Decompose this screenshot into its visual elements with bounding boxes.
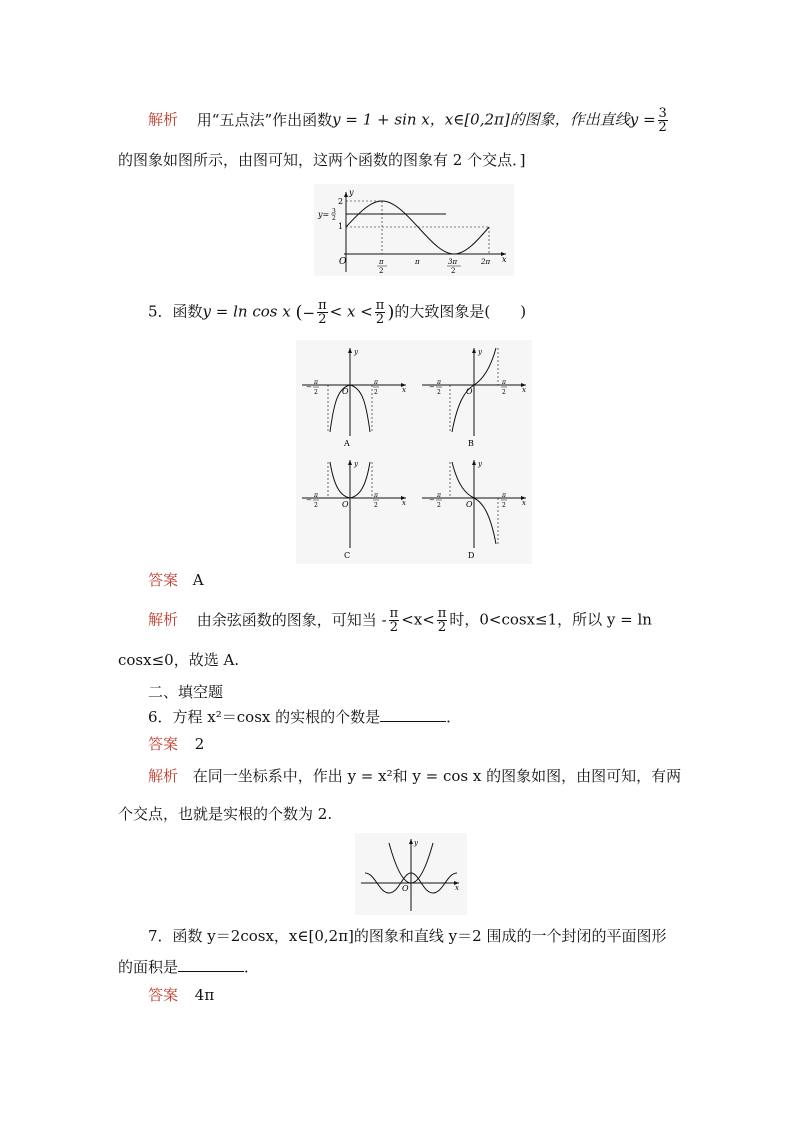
q6-answer-label: 答案 — [148, 735, 179, 753]
q5-stem-b: 的大致图象是( ) — [394, 302, 527, 321]
svg-text:3: 3 — [332, 208, 336, 215]
svg-text:−: − — [306, 496, 312, 504]
svg-text:A: A — [344, 439, 350, 448]
svg-text:2: 2 — [437, 502, 441, 509]
svg-text:2: 2 — [314, 502, 318, 509]
q5-analysis-line2: cosx≤0，故选 A. — [118, 651, 240, 669]
q4-line-y: y = — [629, 110, 656, 129]
svg-text:π: π — [379, 258, 384, 266]
svg-text:x: x — [522, 386, 526, 394]
svg-text:2: 2 — [437, 389, 441, 396]
q6-answer-value: 2 — [194, 735, 205, 753]
q4-analysis-line2: 的图象如图所示，由图可知，这两个函数的图象有 2 个交点．] — [118, 151, 526, 169]
svg-text:x: x — [402, 386, 406, 394]
q4-analysis-label: 解析 — [148, 110, 179, 129]
svg-text:1: 1 — [338, 222, 344, 231]
svg-text:x: x — [455, 884, 459, 892]
svg-text:y: y — [354, 460, 358, 468]
q7-answer — [148, 985, 214, 1005]
svg-text:2: 2 — [502, 389, 506, 396]
svg-text:2: 2 — [374, 502, 378, 509]
q5-analysis-line1: 解析 由余弦函数的图象，可知当 - $\frac{\pi}{2}$ <x< $\frac{\pi}{2}$ 时，0<cosx≤1，所以 y = ln — [148, 606, 652, 635]
q7-stem-line2: 的面积是 ． — [118, 958, 260, 976]
q5-analysis-label: 解析 — [148, 610, 179, 629]
svg-text:O: O — [466, 387, 473, 396]
svg-text:O: O — [342, 387, 349, 396]
svg-text:O: O — [402, 884, 409, 893]
q6-answer — [148, 734, 204, 754]
q5-options-figure — [296, 340, 532, 564]
svg-text:π: π — [314, 379, 318, 386]
q5-answer-value: A — [192, 571, 204, 589]
svg-text:π: π — [314, 492, 318, 499]
svg-text:x: x — [522, 499, 526, 507]
q4-fraction: $\frac{3}{2}$ — [658, 106, 667, 135]
svg-text:O: O — [342, 500, 349, 509]
svg-text:y: y — [414, 839, 418, 847]
svg-text:y: y — [349, 188, 354, 197]
svg-text:B: B — [468, 439, 474, 448]
q5-stem-a: 5．函数 — [148, 302, 203, 321]
q6-analysis-line2: 个交点，也就是实根的个数为 2. — [118, 805, 333, 823]
svg-text:3π: 3π — [448, 258, 458, 266]
svg-text:−: − — [429, 383, 435, 391]
q5-condition: ( — [295, 301, 303, 323]
svg-text:π: π — [502, 492, 506, 499]
q6-blank — [380, 707, 446, 722]
svg-text:−: − — [429, 496, 435, 504]
svg-text:π: π — [374, 379, 378, 386]
svg-text:D: D — [468, 551, 475, 560]
q6-analysis-label: 解析 — [148, 767, 179, 785]
svg-text:π: π — [502, 379, 506, 386]
svg-text:y: y — [478, 348, 482, 356]
svg-text:−: − — [306, 383, 312, 391]
q7-answer-label: 答案 — [148, 986, 179, 1004]
q7-answer-value: 4π — [194, 986, 215, 1004]
svg-text:x: x — [402, 499, 406, 507]
svg-text:y: y — [354, 348, 358, 356]
svg-text:2: 2 — [379, 267, 384, 275]
q7-stem-line1: 7．函数 y＝2cosx，x∈[0,2π]的图象和直线 y＝2 围成的一个封闭的平面图形 — [148, 927, 667, 945]
q5-answer-label: 答案 — [148, 571, 179, 589]
svg-text:2: 2 — [374, 389, 378, 396]
svg-text:O: O — [339, 257, 347, 267]
svg-text:2: 2 — [451, 267, 456, 275]
section-heading: 二、填空题 — [148, 683, 224, 701]
svg-text:2: 2 — [338, 197, 344, 206]
svg-text:π: π — [437, 379, 441, 386]
q5-stem: 5．函数y = ln cos x (− $\frac{\pi}{2}$ < x < $\frac{\pi}{2}$ )的大致图象是( ) — [148, 298, 527, 327]
svg-text:x: x — [502, 255, 507, 264]
q5-function: y = ln cos x — [202, 302, 291, 321]
q7-blank — [178, 957, 244, 972]
svg-text:C: C — [344, 551, 351, 560]
svg-text:π: π — [415, 258, 420, 266]
q5-answer — [148, 570, 204, 590]
svg-text:π: π — [437, 492, 441, 499]
q4-sine-graph — [314, 184, 514, 276]
q6-stem: 6．方程 x²＝cosx 的实根的个数是 ． — [148, 708, 462, 726]
svg-text:y: y — [478, 460, 482, 468]
q4-analysis-line1 — [148, 107, 670, 134]
q6-graph — [355, 833, 467, 915]
svg-text:π: π — [374, 492, 378, 499]
svg-text:2: 2 — [314, 389, 318, 396]
q4-function-text: y = 1 + sin x，x∈[0,2π]的图象，作出直线 — [332, 110, 630, 129]
svg-text:2: 2 — [502, 502, 506, 509]
svg-text:y=: y= — [318, 210, 330, 219]
q6-analysis-line1: 解析 在同一坐标系中，作出 y = x²和 y = cos x 的图象如图，由图可知，有两 — [148, 767, 682, 785]
q4-analysis-text-a: 用“五点法”作出函数 — [196, 110, 333, 129]
svg-text:O: O — [466, 500, 473, 509]
svg-text:2π: 2π — [481, 258, 491, 266]
svg-text:2: 2 — [332, 215, 336, 222]
